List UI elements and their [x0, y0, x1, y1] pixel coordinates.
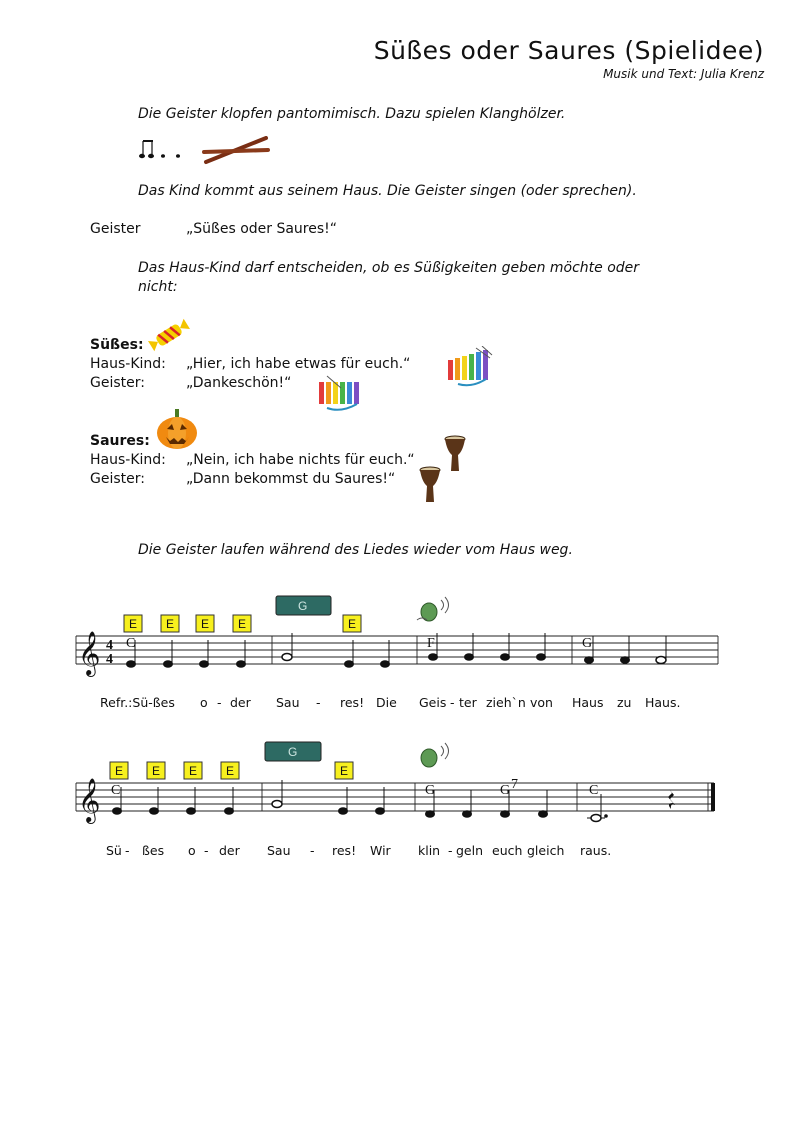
lyric: - [450, 695, 455, 710]
lyric: o [200, 695, 208, 710]
lyric: ßes [142, 843, 165, 858]
sheet-music [0, 580, 794, 880]
chord-box-label: E [201, 617, 210, 631]
chord-symbol: G [582, 636, 593, 651]
sweet-line-1-text: „Hier, ich habe etwas für euch.“ [186, 356, 411, 372]
lyric: zu [617, 695, 632, 710]
instruction-decide-2: nicht: [138, 279, 178, 295]
lyric: klin [418, 843, 441, 858]
lyric: Haus. [645, 695, 681, 710]
rhythm-claves-icon [138, 136, 278, 172]
lyric: - [310, 843, 315, 858]
djembe-icon [418, 466, 442, 504]
speaker-ghosts: Geister [90, 221, 141, 237]
time-signature-top: 4 [106, 638, 113, 653]
sour-line-2-speaker: Geister: [90, 471, 145, 487]
shaker-icon [421, 743, 449, 767]
xylophone-icon [317, 374, 365, 414]
sweet-line-1-speaker: Haus-Kind: [90, 356, 166, 372]
lyric: - [204, 843, 209, 858]
chord-box-label: G [298, 599, 308, 613]
chord-box-label: E [115, 764, 124, 778]
chord-box-label: E [340, 764, 349, 778]
lyric: Die [376, 695, 397, 710]
lyric: geln [456, 843, 484, 858]
candy-icon [146, 318, 192, 352]
chord-symbol: G [425, 783, 436, 798]
lyric: euch [492, 843, 523, 858]
lyric: gleich [527, 843, 565, 858]
lyric: der [219, 843, 240, 858]
lyric: res! [340, 695, 365, 710]
staff-system-2 [76, 742, 715, 858]
lyric: res! [332, 843, 357, 858]
sour-line-1-text: „Nein, ich habe nichts für euch.“ [186, 452, 415, 468]
lyric: der [230, 695, 251, 710]
chord-box-label: G [288, 745, 298, 759]
instruction-knock: Die Geister klopfen pantomimisch. Dazu spielen Klanghölzer. [138, 106, 566, 122]
lyric: raus. [580, 843, 612, 858]
lyric: Wir [370, 843, 391, 858]
pumpkin-icon [154, 407, 200, 451]
lyric: Refr.:Sü-ßes [100, 695, 175, 710]
instruction-leave: Die Geister laufen während des Liedes wieder vom Haus weg. [138, 542, 573, 558]
instruction-child: Das Kind kommt aus seinem Haus. Die Geister singen (oder sprechen). [138, 183, 637, 199]
lyric: - [316, 695, 321, 710]
lyric: Sau [276, 695, 300, 710]
instruction-decide-1: Das Haus-Kind darf entscheiden, ob es Süßigkeiten geben möchte oder [138, 260, 640, 276]
xylophone-icon [446, 346, 494, 388]
staff-system-1 [76, 596, 718, 710]
treble-clef-icon: 𝄞 [78, 778, 101, 822]
lyric: - [125, 843, 130, 858]
lyric: von [530, 695, 553, 710]
chord-symbol: C [589, 783, 599, 798]
sweet-line-2-text: „Dankeschön!“ [186, 375, 292, 391]
lyric: Sau [267, 843, 291, 858]
lyric: Geis [419, 695, 447, 710]
chord-box-label: E [226, 764, 235, 778]
chord-box-label: E [189, 764, 198, 778]
time-signature-bottom: 4 [106, 652, 113, 667]
chord-box-label: E [348, 617, 357, 631]
lyric: - [448, 843, 453, 858]
chord-symbol-superscript: 7 [511, 777, 518, 792]
djembe-icon [443, 435, 467, 473]
claves-icon [204, 138, 268, 162]
sweet-heading: Süßes: [90, 337, 144, 353]
chord-symbol: G [500, 783, 511, 798]
shaker-icon [417, 597, 449, 621]
lyric: Haus [572, 695, 604, 710]
ghosts-call-text: „Süßes oder Saures!“ [186, 221, 338, 237]
chord-symbol: F [427, 636, 435, 651]
chord-symbol: C [126, 636, 136, 651]
chord-box-label: E [129, 617, 138, 631]
lyric: zieh`n [486, 695, 526, 710]
lyric: - [217, 695, 222, 710]
sour-heading: Saures: [90, 433, 150, 449]
treble-clef-icon: 𝄞 [78, 631, 101, 675]
chord-box-label: E [152, 764, 161, 778]
sour-line-2-text: „Dann bekommst du Saures!“ [186, 471, 396, 487]
lyric: ter [459, 695, 477, 710]
sweet-line-2-speaker: Geister: [90, 375, 145, 391]
page-title: Süßes oder Saures (Spielidee) [373, 36, 764, 65]
rhythm-notation-icon [139, 141, 180, 158]
sour-line-1-speaker: Haus-Kind: [90, 452, 166, 468]
chord-symbol: C [111, 783, 121, 798]
credit-line: Musik und Text: Julia Krenz [603, 67, 764, 81]
lyric: o [188, 843, 196, 858]
chord-box-label: E [238, 617, 247, 631]
quarter-rest-icon [668, 789, 675, 809]
final-barline [711, 783, 715, 811]
lyric: Sü [106, 843, 122, 858]
chord-box-label: E [166, 617, 175, 631]
